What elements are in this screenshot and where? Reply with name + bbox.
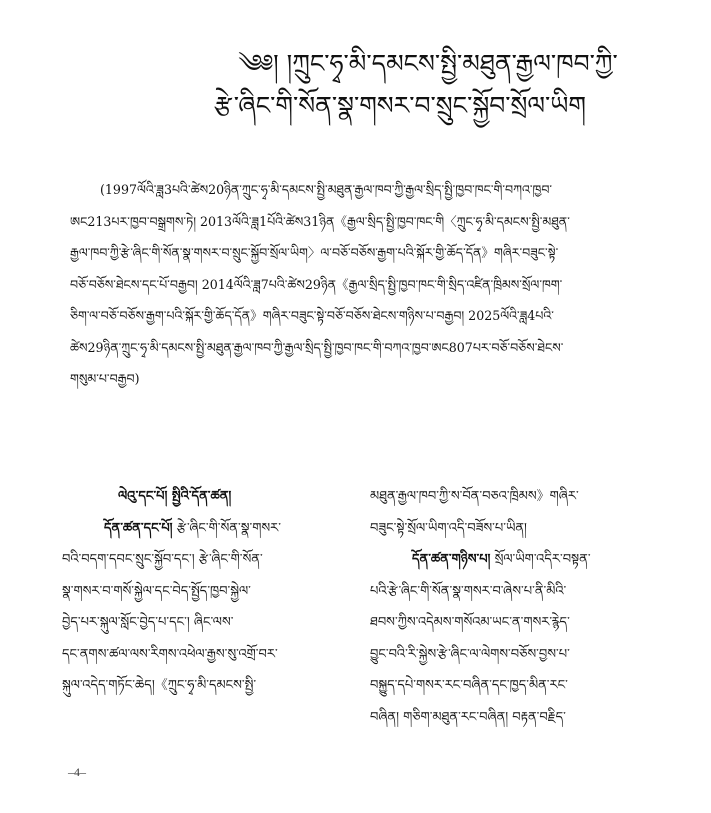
right-column: [370, 481, 670, 733]
body-line: སྐུལ་འདེད་གཏོང་ཆེད།《ཀྲུང་ཧྭ་མི་དམངས་སྤྱི་: [62, 678, 257, 693]
chapter-heading: ལེའུ་དང་པོ། སྤྱིའི་དོན་ཚན།: [118, 489, 232, 504]
body-line: བྱེད་པར་སྐུལ་སློང་བྱེད་པ་དང་། ཞིང་ལས་: [62, 615, 234, 630]
body-line: དང་ནགས་ཚལ་ལས་རིགས་འཕེལ་རྒྱས་སུ་འགྲོ་བར་: [62, 646, 278, 662]
body-line: སྣ་གསར་བ་གསོ་སྐྱེལ་དང་བེད་སྤྱོད་ཁྱབ་སྐྱེལ་: [62, 583, 251, 599]
body-line: བྱུང་བའི་རི་སྐྱེས་རྩེ་ཞིང་ལ་ལེགས་བཅོས་བྱས་པ་: [370, 646, 570, 662]
article-1-line: [62, 513, 362, 545]
revision-note: [70, 174, 670, 395]
article-1-label: དོན་ཚན་དང་པོ།: [104, 520, 173, 536]
article-2-line: [370, 544, 670, 576]
document-title-line-2: རྩེ་ཞིང་གི་སོན་སྣ་གསར་བ་སྲུང་སྐྱོབ་སྲོལ་ཡིག: [214, 91, 586, 120]
revision-note-line: རྒྱལ་ཁབ་ཀྱི་རྩེ་ཞིང་གི་སོན་སྣ་གསར་བ་སྲུང་སྐྱོབ་སྲོལ་ཡིག〉ལ་བཅོ་བཅོས་རྒྱག་པའི་སྐོར་གྱི་ཆོད་དོན》གཞིར་བཟུང་སྟེ་: [70, 245, 559, 260]
body-line: པའི་རྩེ་ཞིང་གི་སོན་སྣ་གསར་བ་ཞེས་པ་ནི་མིའི་: [370, 583, 567, 599]
document-title-line-1: ༄༅། །ཀྲུང་ཧྭ་མི་དམངས་སྤྱི་མཐུན་རྒྱལ་ཁབ་ཀྱི་: [238, 49, 618, 78]
body-line: བསྐྱུད་དཔེ་གསར་རང་བཞིན་དང་ཁྱད་མིན་རང་: [370, 678, 568, 693]
body-line: བཟུང་སྟེ་སྲོལ་ཡིག་འདི་བཟོས་པ་ཡིན།: [370, 520, 527, 536]
revision-note-line: ཨང213པར་ཁྱབ་བསྒྲགས་ཏེ། 2013ལོའི་ཟླ1པོའི་ཚེས31ཉིན《རྒྱལ་སྲིད་སྤྱི་ཁྱབ་ཁང་གི〈ཀྲུང་ཧྭ་མི་དམངས་སྤྱི་མཐུན་: [70, 213, 570, 229]
article-1-text: རྩེ་ཞིང་གི་སོན་སྣ་གསར་: [176, 520, 281, 536]
page-number: –4–: [68, 765, 86, 779]
revision-note-line: ཅིག་ལ་བཅོ་བཅོས་རྒྱག་པའི་སྐོར་གྱི་ཆོད་དོན》གཞིར་བཟུང་སྟེ་བཅོ་བཅོས་ཐེངས་གཉིས་པ་བརྒྱབ། 2025ལོའི་ཟླ4པའི་: [70, 308, 554, 323]
article-2-text: སྲོལ་ཡིག་འདིར་བསྟན་: [494, 552, 591, 567]
revision-note-line: བཅོ་བཅོས་ཐེངས་དང་པོ་བརྒྱབ། 2014ལོའི་ཟླ7པའི་ཚེས29ཉིན《རྒྱལ་སྲིད་སྤྱི་ཁྱབ་ཁང་གི་སྲིད་འཛིན་ཁྲིམས་སྲོལ་ཁག་: [70, 276, 563, 292]
left-column: [62, 481, 362, 702]
revision-note-line: གསུམ་པ་བརྒྱབ): [70, 371, 140, 386]
revision-note-line: ཚེས29ཉིན་ཀྲུང་ཧྭ་མི་དམངས་སྤྱི་མཐུན་རྒྱལ་ཁབ་ཀྱི་རྒྱལ་སྲིད་སྤྱི་ཁྱབ་ཁང་གི་བཀའ་ཁྱབ་ཨང807པར་བཅོ་བཅོས་ཐེངས་: [70, 339, 564, 355]
body-line: མཐུན་རྒྱལ་ཁབ་ཀྱི་ས་བོན་བཅའ་ཁྲིམས》གཞིར་: [370, 489, 579, 504]
article-2-label: དོན་ཚན་གཉིས་པ།: [412, 552, 491, 567]
body-line: བཞིན། གཅིག་མཐུན་རང་བཞིན། བརྟན་བརྗིད་: [370, 709, 566, 725]
body-line: བའི་བདག་དབང་སྲུང་སྐྱོབ་དང་། རྩེ་ཞིང་གི་སོན་: [62, 552, 263, 567]
body-line: ཐབས་ཀྱིས་འདེམས་གསོའམ་ཡང་ན་གསར་རྙེད་: [370, 615, 570, 630]
revision-note-line: (1997ལོའི་ཟླ3པའི་ཚེས20ཉིན་ཀྲུང་ཧྭ་མི་དམངས་སྤྱི་མཐུན་རྒྱལ་ཁབ་ཀྱི་རྒྱལ་སྲིད་སྤྱི་ཁྱབ་ཁང་གི་བཀའ་ཁྱབ་: [100, 182, 553, 197]
